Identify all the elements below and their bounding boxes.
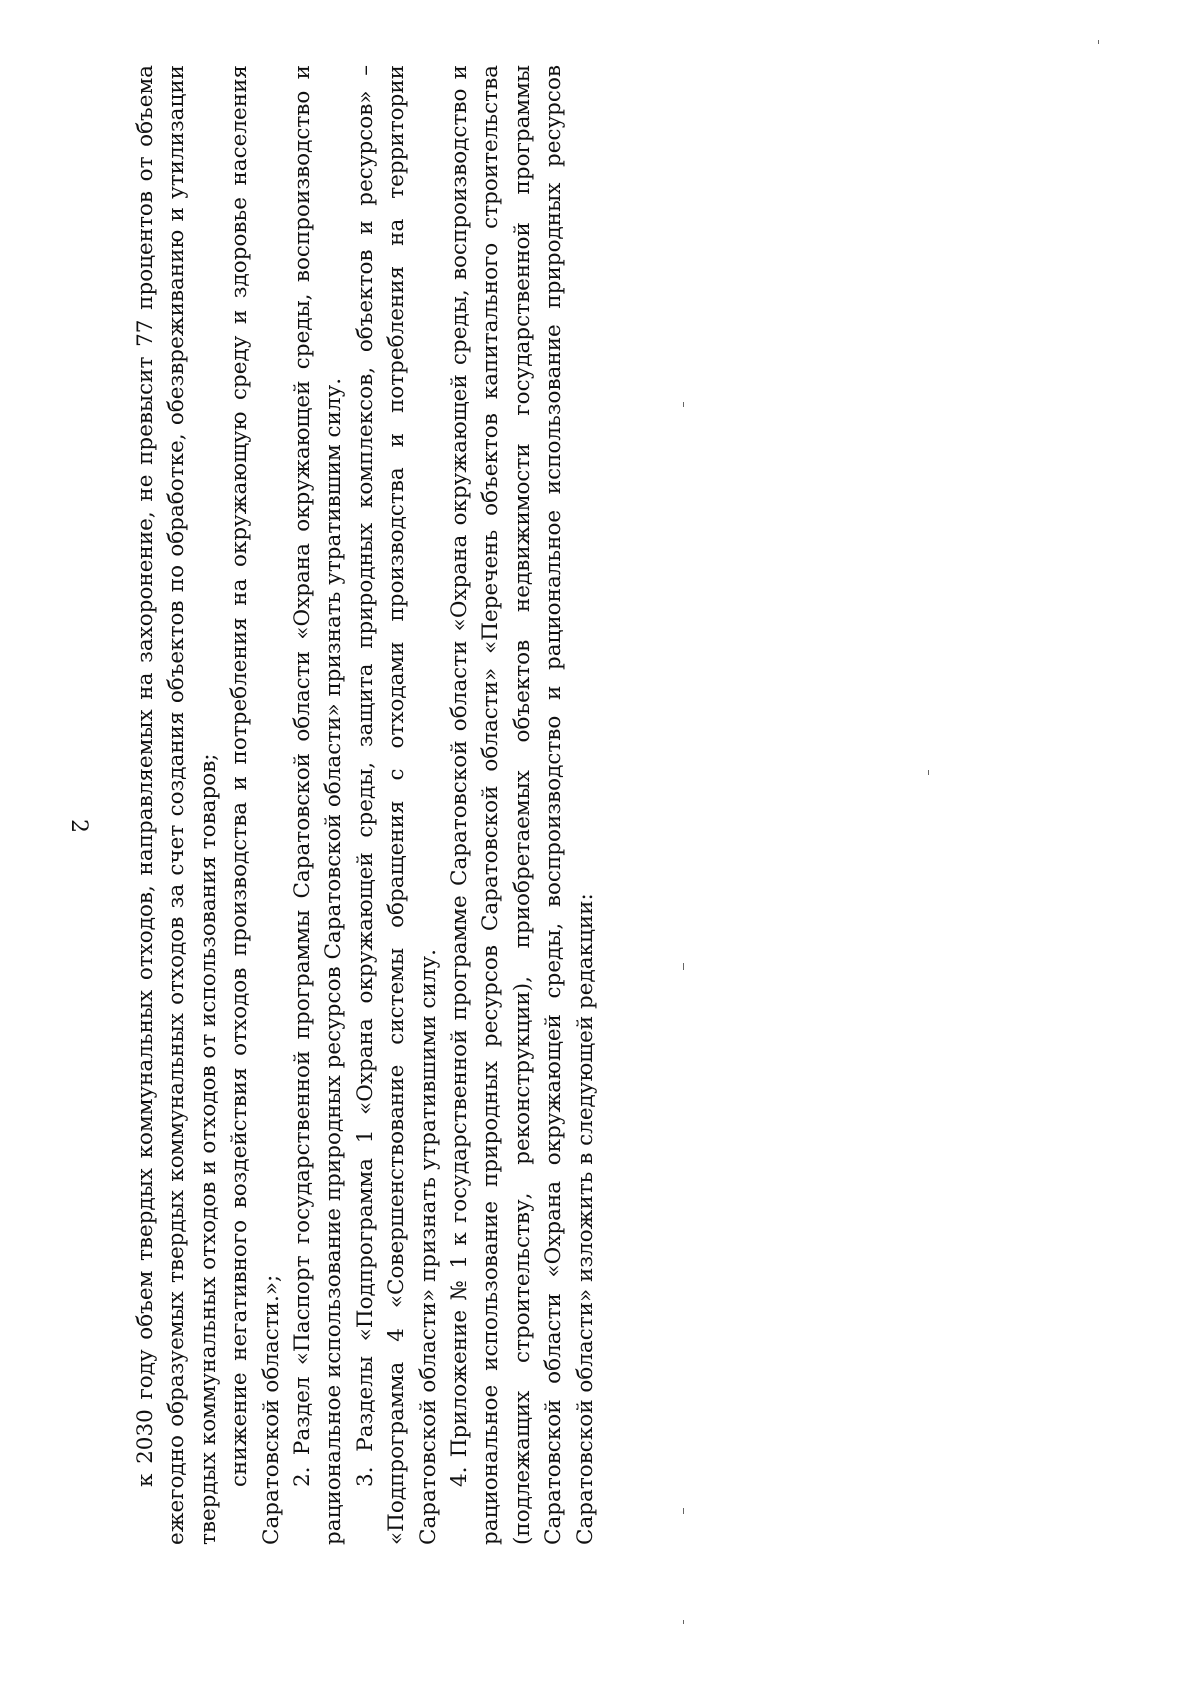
paragraph-item-3: 3. Разделы «Подпрограмма 1 «Охрана окружающей среды, защита природных комплексов, объектов и ресурсов» – «Подпрограмма 4 «Совершенствование системы обращения с отходами производства и потребления на территории Саратовской области» признать утратившими силу. [352,65,441,1545]
scan-speck [683,963,684,970]
document-body [130,65,601,1545]
scan-speck [928,770,929,775]
scan-speck [683,1508,684,1514]
paragraph-waste-target: к 2030 году объем твердых коммунальных отходов, направляемых на захоронение, не превысит 77 процентов от объема ежегодно образуемых твердых коммунальных отходов за счет создания объектов по обработке, обезвреживанию и утилизации твердых коммунальных отходов и отходов от использования товаров; [133,65,221,1545]
page-number: 2 [66,819,91,833]
scan-speck [683,1620,684,1624]
scan-speck [683,402,684,407]
scan-speck [1098,40,1099,44]
paragraph-item-2: 2. Раздел «Паспорт государственной программы Саратовской области «Охрана окружающей среды, воспроизводство и рациональное использование природных ресурсов Саратовской области» признать утратившим силу. [290,65,347,1545]
document-body-rotated [130,65,598,1545]
paragraph-negative-impact: снижение негативного воздействия отходов производства и потребления на окружающую среду и здоровье населения Саратовской области.»; [227,65,284,1545]
paragraph-item-4: 4. Приложение № 1 к государственной программе Саратовской области «Охрана окружающей среды, воспроизводство и рациональное использование природных ресурсов Саратовской области» «Перечень объектов капитального строительства (подлежащих строительству, реконструкции), приобретаемых объектов недвижимости государственной программы Саратовской области «Охрана окружающей среды, воспроизводство и рациональное использование природных ресурсов Саратовской области» изложить в следующей редакции: [447,65,598,1545]
